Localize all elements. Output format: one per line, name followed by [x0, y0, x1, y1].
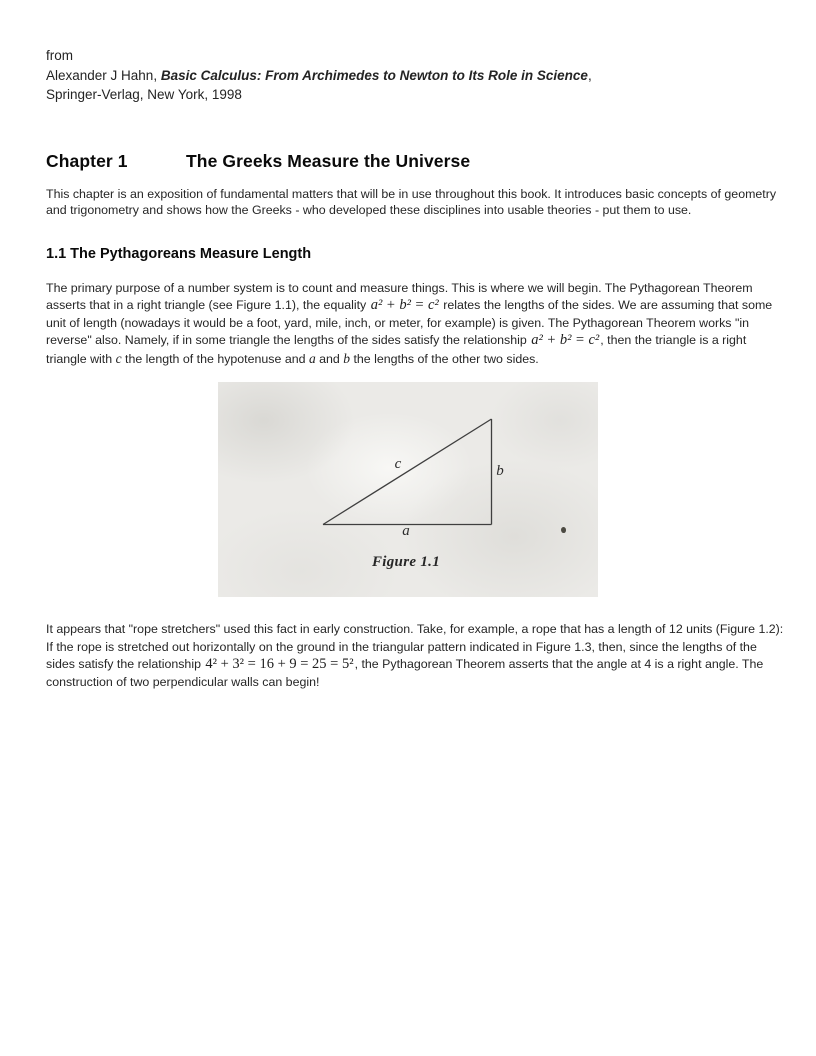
text-segment: Alexander J Hahn,: [46, 67, 161, 83]
text-segment: It appears that "rope stretchers" used this fact in early construction. Take, for example, a rope that has a length of 12 units (Figure 1.2): If the rope is stretched out horizontally on the ground in the triangular pattern indicated in Figure 1.3, then, since the lengths of the sides satisfy the relationship: [46, 622, 784, 671]
text-segment: a² + b² = c²: [370, 297, 439, 313]
text-segment: The primary purpose of a number system is to count and measure things. This is where we will begin. The Pythagorean Theorem asserts that in a right triangle (see Figure 1.1), the equality: [46, 280, 753, 312]
label-side-b: b: [496, 463, 504, 479]
attribution-publisher: Springer-Verlag, New York, 1998: [46, 87, 242, 102]
attribution-from: from: [46, 48, 73, 63]
label-side-a: a: [402, 523, 410, 539]
text-segment: and: [315, 351, 344, 366]
text-segment: relates the lengths of the sides. We are assuming that some unit of length (nowadays it would be a foot, yard, mile, inch, or meter, for example) is given. The Pythagorean Theorem works "in reverse" also. Namely, if in some triangle the lengths of the sides satisfy the relationship: [46, 298, 773, 347]
text-segment: Basic Calculus: From Archimedes to Newton to Its Role in Science: [160, 67, 588, 83]
text-segment: the length of the hypotenuse and: [121, 351, 309, 366]
section-paragraph-2: [46, 621, 786, 691]
text-segment: 4² + 3² = 16 + 9 = 25 = 5²: [205, 656, 354, 672]
text-segment: b: [343, 350, 351, 366]
figure-caption: Figure 1.1: [371, 554, 440, 570]
text-segment: a² + b² = c²: [531, 332, 600, 348]
label-side-c: c: [394, 456, 402, 472]
triangle-hypotenuse: [323, 419, 492, 525]
text-segment: a: [308, 350, 316, 366]
figure-1-1: [218, 382, 598, 597]
scan-speck: [561, 527, 566, 533]
text-segment: c: [115, 350, 122, 366]
section-paragraph-1: [46, 280, 786, 369]
text-segment: the lengths of the other two sides.: [350, 351, 539, 366]
chapter-heading: [46, 150, 786, 172]
text-segment: ,: [587, 67, 592, 83]
attribution-citation: [46, 66, 786, 86]
text-segment: , the Pythagorean Theorem asserts that the angle at 4 is a right angle. The construction of two perpendicular walls can begin!: [46, 657, 764, 689]
attribution-block: [46, 0, 786, 105]
section-heading: 1.1 The Pythagoreans Measure Length: [46, 245, 312, 262]
chapter-title: The Greeks Measure the Universe: [186, 150, 471, 171]
chapter-number: Chapter 1: [46, 150, 128, 171]
text-segment: , then the triangle is a right triangle with: [46, 333, 747, 366]
chapter-intro-paragraph: This chapter is an exposition of fundamental matters that will be in use throughout this book. It introduces basic concepts of geometry and trigonometry and shows how the Greeks - who developed these disciplines into usable theories - put them to use.: [46, 186, 777, 217]
